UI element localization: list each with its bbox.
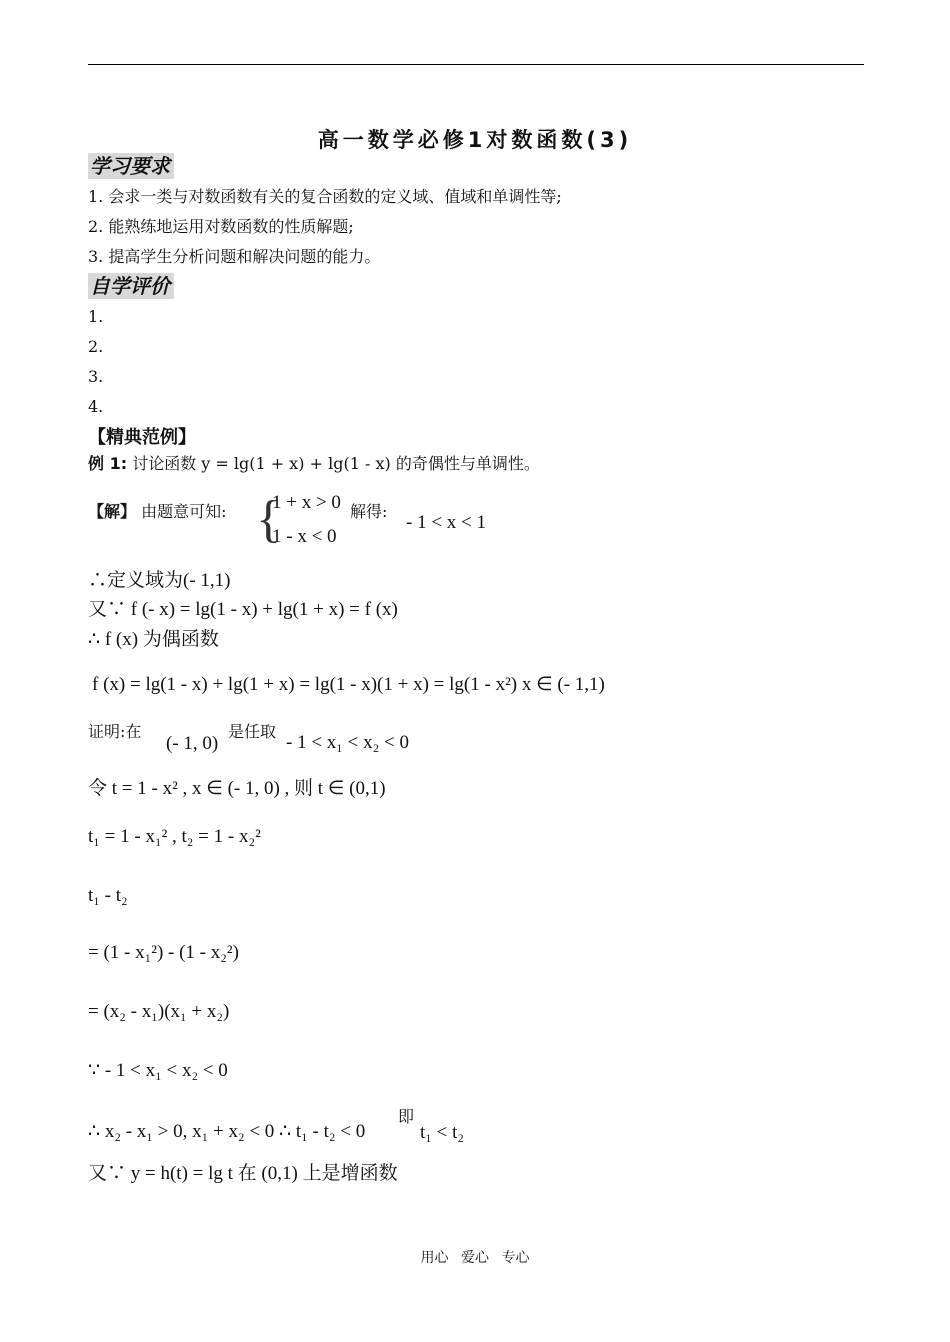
goal-item: 2. 能熟练地运用对数函数的性质解题; <box>88 217 354 236</box>
even-conclusion-line: ∴ f (x) 为偶函数 <box>88 629 219 650</box>
t-definitions: t₁ = 1 - x₁² , t₂ = 1 - x₂² <box>88 826 261 847</box>
proof-label: 证明:在 <box>88 722 142 741</box>
self-eval-item: 3. <box>88 367 104 386</box>
therefore-line: ∴ x₂ - x₁ > 0, x₁ + x₂ < 0 ∴ t₁ - t₂ < 0 <box>88 1121 366 1142</box>
system-row-2: 1 - x < 0 <box>272 526 337 547</box>
solution-intro-text: 由题意可知: <box>141 502 227 521</box>
even-check-line: 又∵ f (- x) = lg(1 - x) + lg(1 + x) = f (x) <box>88 599 398 620</box>
domain-line: ∴定义域为(- 1,1) <box>88 570 231 591</box>
increasing-line: 又∵ y = h(t) = lg t 在 (0,1) 上是增函数 <box>88 1163 398 1184</box>
solve-label: 解得: <box>350 502 388 521</box>
section-heading-goals: 学习要求 <box>88 153 174 179</box>
because-line: ∵ - 1 < x₁ < x₂ < 0 <box>88 1060 228 1081</box>
section-heading-examples: 【精典范例】 <box>88 427 196 448</box>
difference-head: t₁ - t₂ <box>88 885 128 906</box>
difference-step-1: = (1 - x₁²) - (1 - x₂²) <box>88 942 239 963</box>
goal-item: 3. 提高学生分析问题和解决问题的能力。 <box>88 247 381 266</box>
proof-inequality: - 1 < x₁ < x₂ < 0 <box>286 732 409 753</box>
self-eval-item: 1. <box>88 307 104 326</box>
goal-item: 1. 会求一类与对数函数有关的复合函数的定义域、值域和单调性等; <box>88 187 562 206</box>
difference-step-2: = (x₂ - x₁)(x₁ + x₂) <box>88 1001 230 1022</box>
substitution-line: 令 t = 1 - x² , x ∈ (- 1, 0) , 则 t ∈ (0,1) <box>88 778 386 799</box>
solve-result: - 1 < x < 1 <box>406 512 487 533</box>
example-1 <box>88 453 540 475</box>
proof-take: 是任取 <box>228 722 277 741</box>
header-rule <box>88 64 864 65</box>
example-label: 例 1: <box>88 454 128 473</box>
page-footer: 用心 爱心 专心 <box>420 1250 530 1266</box>
self-eval-item: 2. <box>88 337 104 356</box>
solution-label: 【解】 <box>88 502 137 521</box>
page-title: 高一数学必修1对数函数(3) <box>317 128 633 152</box>
solution-intro <box>88 501 227 523</box>
section-heading-self-eval: 自学评价 <box>88 273 174 299</box>
system-row-1: 1 + x > 0 <box>272 492 341 513</box>
therefore-ji: 即 <box>398 1107 415 1126</box>
proof-interval: (- 1, 0) <box>166 733 219 754</box>
system-brace: { <box>256 491 281 548</box>
rewrite-line: f (x) = lg(1 - x) + lg(1 + x) = lg(1 - x)(1 + x) = lg(1 - x²) x ∈ (- 1,1) <box>92 674 605 695</box>
self-eval-item: 4. <box>88 397 104 416</box>
therefore-tail: t₁ < t₂ <box>420 1122 465 1143</box>
example-text: 讨论函数 y = lg(1 + x) + lg(1 - x) 的奇偶性与单调性。 <box>132 454 540 473</box>
